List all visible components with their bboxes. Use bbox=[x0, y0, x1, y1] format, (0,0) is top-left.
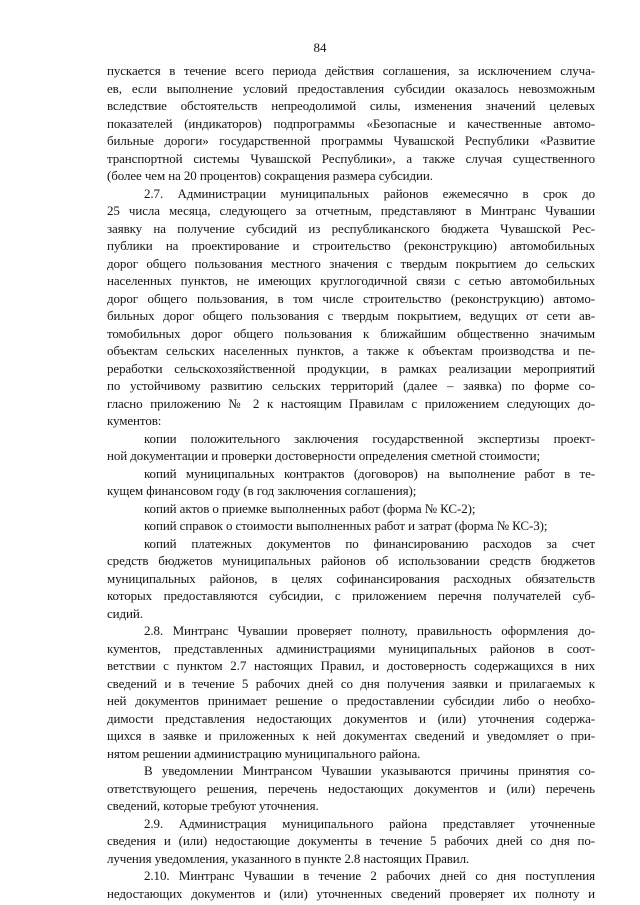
text-line: ответствующего решения, перечень недостающих документов и (или) перечень bbox=[107, 780, 595, 796]
document-body bbox=[107, 62, 595, 902]
text-line: по устойчивому развитию сельских территорий (далее – заявка) по форме со- bbox=[107, 378, 595, 393]
page-number: 84 bbox=[313, 40, 327, 55]
text-line: заявку на получение субсидий из республиканского бюджета Чувашской Рес- bbox=[107, 220, 595, 236]
text-line: 25 числа месяца, следующего за отчетным, представляют в Минтранс Чувашии bbox=[107, 203, 595, 218]
text-line: показателей (индикаторов) подпрограммы «Безопасные и качественные автомо- bbox=[107, 115, 595, 131]
text-line: вследствие обстоятельств непреодолимой силы, изменения значений целевых bbox=[107, 98, 595, 113]
list-item: копий муниципальных контрактов (договоров) на выполнение работ в те- bbox=[144, 465, 595, 481]
text-line: кументов, представленных администрациями муниципальных районов в соот- bbox=[107, 640, 595, 656]
list-item: копии положительного заключения государственной экспертизы проект- bbox=[144, 430, 595, 446]
text-line: сидий. bbox=[107, 605, 143, 621]
paragraph-2-9-start: 2.9. Администрация муниципального района представляет уточненные bbox=[144, 815, 595, 831]
text-line: сведений, которые требуют уточнения. bbox=[107, 798, 319, 813]
text-line: дорог общего пользования, в том числе строительство (реконструкцию) автомо- bbox=[107, 290, 595, 306]
text-line: нятом решении администрацию муниципального района. bbox=[107, 745, 421, 761]
list-item: копий справок о стоимости выполненных работ и затрат (форма № КС-3); bbox=[144, 518, 548, 533]
text-line: (более чем на 20 процентов) сокращения размера субсидии. bbox=[107, 168, 433, 183]
text-line: муниципальных районов, в целях софинансирования расходных обязательств bbox=[107, 570, 595, 586]
text-line: кументов: bbox=[107, 413, 162, 428]
text-line: димости представления недостающих документов и (или) уточнения содержа- bbox=[107, 710, 595, 726]
text-line: гласно приложению № 2 к настоящим Правилам с приложением следующих до- bbox=[107, 395, 595, 411]
text-line: пускается в течение всего периода действия соглашения, за исключением случа- bbox=[107, 63, 595, 78]
paragraph-2-10-start: 2.10. Минтранс Чувашии в течение 2 рабочих дней со дня поступления bbox=[144, 868, 595, 883]
text-line: бильные дороги» государственной программы Чувашской Республики «Развитие bbox=[107, 133, 595, 148]
text-line: щихся в заявке и приложенных к ней документах сведений и уведомляет о при- bbox=[107, 728, 595, 743]
text-line: ной документации и проверки достоверности определения сметной стоимости; bbox=[107, 448, 540, 463]
text-line: средств бюджетов муниципальных районов об использовании средств бюджетов bbox=[107, 553, 595, 568]
text-line: томобильных дорог общего пользования к ближайшим общественно значимым bbox=[107, 325, 595, 341]
text-line: реработки сельскохозяйственной продукции, в рамках реализации мероприятий bbox=[107, 360, 595, 376]
text-line: населенных пунктов, не имеющих круглогодичной связи с сетью автомобильных bbox=[107, 273, 595, 288]
text-line: дорог общего пользования местного значения с твердым покрытием до сельских bbox=[107, 255, 595, 271]
text-line: ней документов принимает решение о предоставлении субсидии либо о необхо- bbox=[107, 693, 595, 708]
list-item: копий платежных документов по финансированию расходов за счет bbox=[144, 535, 595, 551]
text-line: сведений и в течение 5 рабочих дней со дня получения заявки и прилагаемых к bbox=[107, 675, 595, 691]
text-line: ветствии с пунктом 2.7 настоящих Правил, и достоверность содержащихся в них bbox=[107, 658, 595, 673]
list-item: копий актов о приемке выполненных работ (форма № КС-2); bbox=[144, 500, 476, 516]
text-line: ев, если выполнение условий предоставления субсидии оказалось невозможным bbox=[107, 80, 595, 96]
text-line: кущем финансовом году (в год заключения соглашения); bbox=[107, 483, 417, 498]
text-line: которых предоставляются субсидии, с приложением перечня получателей суб- bbox=[107, 588, 595, 603]
text-line: бильных дорог общего пользования с твердым покрытием, ведущих от сети ав- bbox=[107, 308, 595, 323]
text-line: сведения и (или) недостающие документы в течение 5 рабочих дней со дня по- bbox=[107, 833, 595, 848]
text-line: транспортной системы Чувашской Республики», а также случая существенного bbox=[107, 150, 595, 166]
text-line: публики на проектирование и строительство (реконструкцию) автомобильных bbox=[107, 238, 595, 253]
paragraph-2-8-start: 2.8. Минтранс Чувашии проверяет полноту, правильность оформления до- bbox=[144, 623, 595, 638]
text-line: объектам сельских населенных пунктов, а также к объектам производства и пе- bbox=[107, 343, 595, 358]
text-line: недостающих документов и (или) уточненных сведений проверяет их полноту и bbox=[107, 885, 595, 901]
text-line: лучения уведомления, указанного в пункте 2.8 настоящих Правил. bbox=[107, 850, 470, 866]
paragraph-2-7-start: 2.7. Администрации муниципальных районов ежемесячно в срок до bbox=[144, 185, 595, 201]
paragraph-notification-start: В уведомлении Минтрансом Чувашии указываются причины принятия со- bbox=[144, 763, 595, 778]
